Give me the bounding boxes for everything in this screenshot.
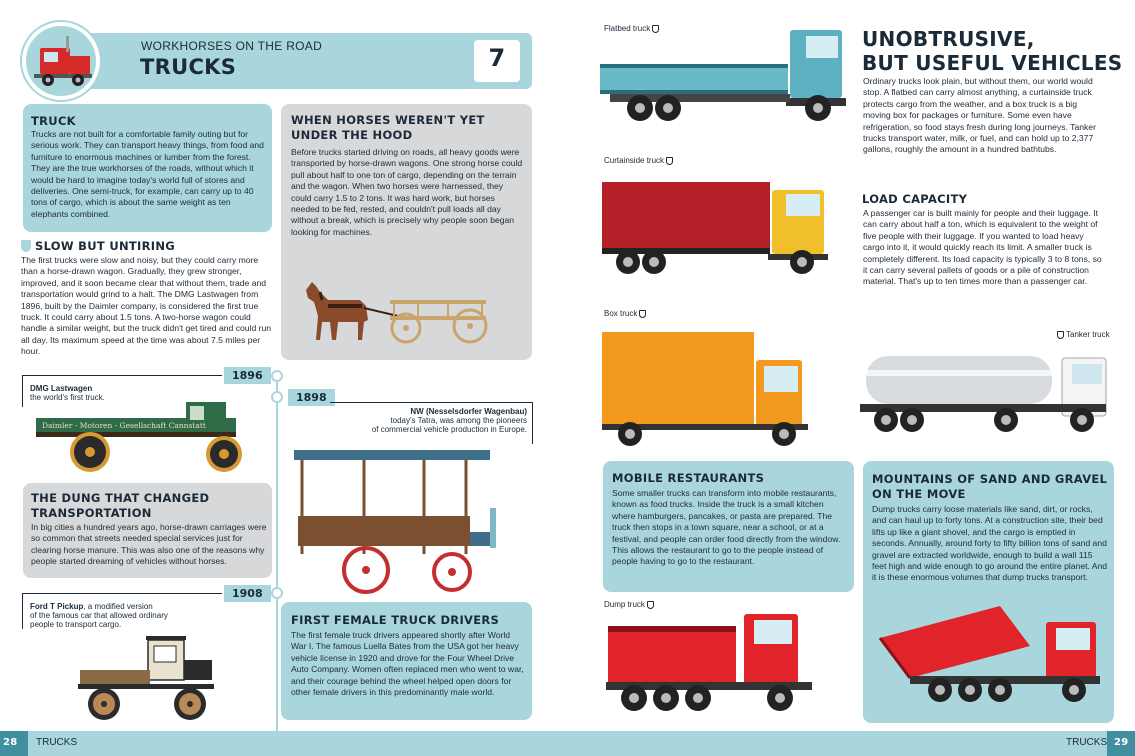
tipping-dump-truck-illustration xyxy=(870,592,1106,704)
mobile-text: Some smaller trucks can transform into mobile restaurants, known as food trucks. Inside the truck is a small kitchen where hamburgers, pancakes, or pasta are prepared. The truck then stops in a town square, near a school, or at a festival, and people can order food directly from the window. This allows the restaurant to go to the people instead of people having to go to the restaurant. xyxy=(612,488,841,567)
year-1896: 1896 xyxy=(224,367,271,384)
footer-right xyxy=(567,731,1135,756)
chapter-number: 7 xyxy=(488,44,506,72)
red-semi-truck-icon xyxy=(26,26,96,96)
unobtrusive-text: Ordinary trucks look plain, but without them, our world would stop. A flatbed can carry almost anything, a curtainside truck protects cargo from the weather, and a box truck is a big moving box for packages or furniture. Some even have refrigeration, so food stays fresh during long journeys. Tanker trucks transport water, milk, or fuel, and can hold up to 2,377 gallons, roughly the amount in a hundred bathtubs. xyxy=(863,76,1096,155)
truck-heading: TRUCK xyxy=(31,114,76,128)
ford-caption xyxy=(30,602,153,611)
page-title: TRUCKS xyxy=(140,55,237,79)
shield-icon xyxy=(647,601,654,609)
timeline-line xyxy=(276,372,278,732)
curtainside-truck-illustration xyxy=(600,178,832,278)
nw-desc-1: today's Tatra, was among the pioneers xyxy=(390,416,527,425)
nw-truck-illustration xyxy=(294,446,520,594)
flatbed-label: Flatbed truck xyxy=(604,24,659,33)
unobtrusive-heading-1: UNOBTRUSIVE, xyxy=(862,27,1035,51)
timeline-dot xyxy=(271,587,283,599)
footer-left-label: TRUCKS xyxy=(36,737,78,748)
sand-text: Dump trucks carry loose materials like sand, dirt, or rocks, and can haul up to forty tons. At a construction site, their bed lifts up like a giant shovel, and the cargo is emptied in seconds. Annually, around forty to fifty billion tons of sand and gravel are extracted worldwide, enough to build a wall 115 feet high and wide enough to go around the entire planet. And it is these enormous volumes that dump trucks transport. xyxy=(872,504,1108,583)
timeline-dot xyxy=(271,391,283,403)
dump-label: Dump truck xyxy=(604,600,654,609)
ford-desc-2: of the famous car that allowed ordinary xyxy=(30,611,168,620)
truck-text: Trucks are not built for a comfortable family outing but for serious work. They can transport heavy things, from food and furniture to enormous machines or lumber from the forest. They are the true workhorses of the roads, without which it would be hard to imagine today's world full of stores and deliveries. One semi-truck, for example, can carry up to 40 tons of cargo, which is about the same weight as ten elephants combined. xyxy=(31,129,264,219)
ford-name: Ford T Pickup xyxy=(30,602,84,611)
flatbed-truck-illustration xyxy=(600,24,850,130)
nw-desc-2: of commercial vehicle production in Europe. xyxy=(371,425,527,434)
box-truck-illustration xyxy=(600,330,820,450)
slow-heading: SLOW BUT UNTIRING xyxy=(35,239,176,253)
dung-heading: THE DUNG THAT CHANGED TRANSPORTATION xyxy=(31,491,210,520)
female-text: The first female truck drivers appeared shortly after World War I. The famous Luella Bates from the USA got her heavy vehicle license in 1920 and drove for the Four Wheel Drive Auto Company. Women often replaced men who went to war, and their courage behind the wheel helped open doors for other female drivers in this predominantly male world. xyxy=(291,630,524,698)
unobtrusive-heading-2: BUT USEFUL VEHICLES xyxy=(862,51,1123,75)
female-heading: FIRST FEMALE TRUCK DRIVERS xyxy=(291,613,500,627)
box-label: Box truck xyxy=(604,309,646,318)
nw-name: NW (Nesselsdorfer Wagenbau) xyxy=(410,407,527,416)
ford-t-pickup-illustration xyxy=(78,634,218,724)
load-text: A passenger car is built mainly for people and their luggage. It can carry about half a ton, which is equivalent to the weight of five people with their luggage. If you wanted to load heavy cargo into it, it would quickly reach its limit. A smaller truck is completely different. Its load capacity is typically 3 to 8 tons, so it can carry several pallets of goods or a pile of construction material. That's up to ten times more than a passenger car. xyxy=(863,208,1102,287)
shield-icon xyxy=(1057,331,1064,339)
horse-wagon-illustration xyxy=(298,278,498,348)
horses-text: Before trucks started driving on roads, all heavy goods were transported by horse-drawn wagons. One strong horse could pull about half to one ton of cargo, depending on the terrain and the wagon. When two horses were harnessed, they could carry 1.5 to 2 tons. It was hard work, but horses needed to be fed, rested, and couldn't pull loads all day without a break, which is precisely why people soon began looking for machines. xyxy=(291,147,523,237)
timeline-dot xyxy=(271,370,283,382)
dump-truck-illustration xyxy=(604,612,824,722)
ford-desc-3: people to transport cargo. xyxy=(30,620,122,629)
dmg-side-text: Daimler - Motoren - Gesellschaft Cannstatt xyxy=(42,421,206,430)
footer-right-label: TRUCKS xyxy=(1066,737,1108,748)
slow-text: The first trucks were slow and noisy, but they could carry more than a horse-drawn wagon. Gradually, they grew stronger, improved, and it soon became clear that without them, trade and transportation would grind to a halt. The DMG Lastwagen from 1896, built by the Daimler company, is considered the first true truck. It could carry about 1.5 tons. A two-horse wagon could handle a similar weight, but the truck didn't get tired and could run all day. Its maximum speed at the time was about 7.5 miles per hour. xyxy=(21,255,272,357)
header-icon-circle xyxy=(22,22,100,100)
dmg-name: DMG Lastwagen xyxy=(30,384,93,393)
curtainside-label: Curtainside truck xyxy=(604,156,673,165)
horses-heading: WHEN HORSES WEREN'T YET UNDER THE HOOD xyxy=(291,113,485,142)
page-number-left: 28 xyxy=(3,737,18,748)
year-1908: 1908 xyxy=(224,585,271,602)
tanker-truck-illustration xyxy=(856,348,1112,444)
ford-desc-1: , a modified version xyxy=(83,602,153,611)
page-number-right: 29 xyxy=(1114,737,1129,748)
load-heading: LOAD CAPACITY xyxy=(862,192,968,206)
shield-icon xyxy=(639,310,646,318)
shield-icon xyxy=(21,240,31,252)
shield-icon xyxy=(666,157,673,165)
year-1898: 1898 xyxy=(288,389,335,406)
footer-left xyxy=(0,731,567,756)
tanker-label: Tanker truck xyxy=(1057,330,1110,339)
mobile-heading: MOBILE RESTAURANTS xyxy=(612,471,765,485)
header-kicker: WORKHORSES ON THE ROAD xyxy=(141,39,323,53)
sand-heading: MOUNTAINS OF SAND AND GRAVEL ON THE MOVE xyxy=(872,472,1108,501)
dmg-lastwagen-illustration xyxy=(36,396,251,476)
dung-text: In big cities a hundred years ago, horse-drawn carriages were so common that streets needed special services just for clearing horse manure. This was also one of the reasons why people started dreaming of vehicles without horses. xyxy=(31,522,267,567)
dmg-desc: the world's first truck. xyxy=(30,393,105,402)
